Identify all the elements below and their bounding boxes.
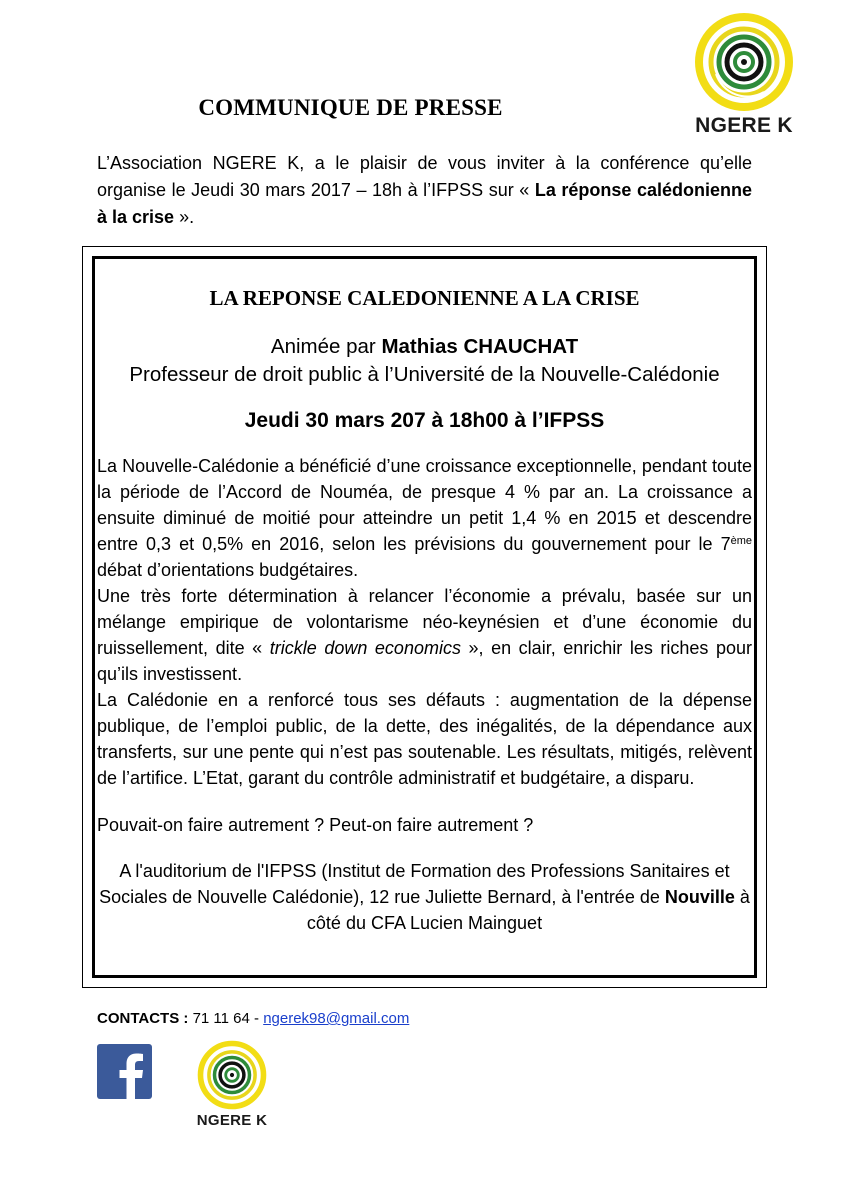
- paragraph-2-italic: trickle down economics: [269, 638, 461, 658]
- presenter-block: [97, 333, 752, 389]
- intro-conference-title: La réponse calédonienne à la crise: [97, 180, 753, 227]
- contacts-phone: 71 11 64 -: [192, 1010, 260, 1027]
- intro-text-end: ».: [179, 207, 195, 227]
- presenter-role: Professeur de droit public à l’Université de la Nouvelle-Calédonie: [129, 363, 720, 386]
- paragraph-2-end: », en clair, enrichir les riches pour qu’ils investissent.: [97, 638, 752, 684]
- event-details: [97, 286, 752, 936]
- paragraph-1-text: La Nouvelle-Calédonie a bénéficié d’une croissance exceptionnelle, pendant toute la période de l’Accord de Nouméa, de presque 4 % par an. La croissance a ensuite diminué de moitié pour atteindre un petit 1,4 % en 2015 et descendre entre 0,3 et 0,5% en 2016, selon les prévisions du gouvernement pour le 7: [97, 456, 752, 554]
- ngere-k-logo: [684, 12, 804, 138]
- contacts-label: CONTACTS :: [97, 1010, 189, 1027]
- contacts-line: [97, 1010, 409, 1027]
- logo-name-footer: NGERE K: [196, 1112, 268, 1129]
- paragraph-1-end: débat d’orientations budgétaires.: [97, 560, 359, 580]
- event-description: [97, 453, 752, 791]
- question-line: Pouvait-on faire autrement ? Peut-on faire autrement ?: [97, 815, 534, 835]
- location-text: A l'auditorium de l'IFPSS (Institut de Formation des Professions Sanitaires et Sociales de Nouvelle Calédonie), 12 rue Juliette Bernard, à l'entrée de: [99, 861, 730, 907]
- paragraph-1: [97, 453, 752, 583]
- event-location: [97, 858, 752, 936]
- ngere-k-spiral-icon: [694, 12, 794, 112]
- ordinal-superscript: ème: [730, 535, 752, 547]
- event-title: LA REPONSE CALEDONIENNE A LA CRISE: [209, 286, 640, 310]
- presenter-line: [97, 333, 752, 361]
- presenter-prefix: Animée par: [270, 335, 376, 358]
- page-title: COMMUNIQUE DE PRESSE: [198, 95, 503, 120]
- intro-paragraph: [97, 150, 752, 231]
- ngere-k-spiral-icon: [197, 1040, 267, 1110]
- ngere-k-logo-footer: [188, 1040, 276, 1129]
- paragraph-2: [97, 583, 752, 687]
- contacts-email-link[interactable]: ngerek98@gmail.com: [263, 1010, 410, 1027]
- event-date: Jeudi 30 mars 207 à 18h00 à l’IFPSS: [244, 409, 605, 432]
- location-bold: Nouville: [664, 887, 735, 907]
- logo-name: NGERE K: [695, 114, 793, 137]
- intro-text: L’Association NGERE K, a le plaisir de vous inviter à la conférence qu’elle organise le Jeudi 30 mars 2017 – 18h à l’IFPSS sur «: [97, 153, 752, 200]
- presenter-name: Mathias CHAUCHAT: [381, 335, 579, 358]
- paragraph-3: La Calédonie en a renforcé tous ses défauts : augmentation de la dépense publique, de l’emploi public, de la dette, des inégalités, de la dépendance aux transferts, sur une pente qui n’est pas soutenable. Les résultats, mitigés, relèvent de l’artifice. L’Etat, garant du contrôle administratif et budgétaire, a disparu.: [97, 690, 752, 788]
- facebook-icon[interactable]: [97, 1044, 152, 1099]
- location-text-end: à côté du CFA Lucien Mainguet: [306, 887, 750, 933]
- paragraph-2-text: Une très forte détermination à relancer l’économie a prévalu, basée sur un mélange empirique de volontarisme néo-keynésien et d’une économie du ruissellement, dite «: [97, 586, 752, 658]
